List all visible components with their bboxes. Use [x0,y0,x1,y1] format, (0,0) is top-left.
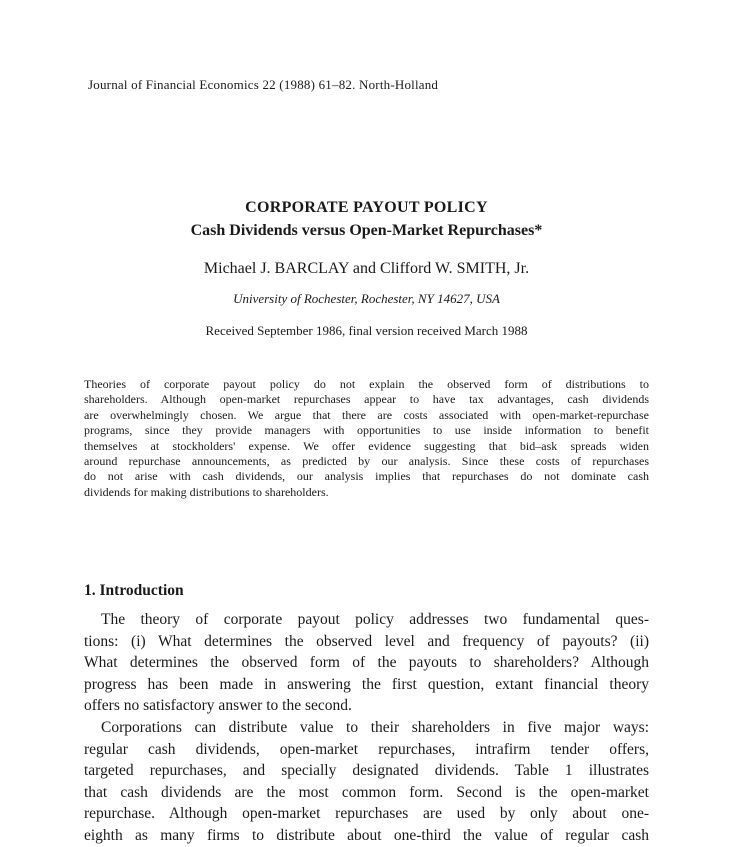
text-line: progress has been made in answering the first question, extant financial theory [84,675,649,693]
text-line: dividends for making distributions to shareholders. [84,484,329,499]
text-line: repurchase. Although open-market repurchases are used by only about one- [84,805,649,823]
received-line: Received September 1986, final version received March 1988 [205,323,528,338]
text-line: around repurchase announcements, as predicted by our analysis. Since these costs of repurchases [84,454,649,469]
text-line: do not arise with cash dividends, our analysis implies that repurchases do not dominate cash [84,469,649,484]
text-line: offers no satisfactory answer to the second. [84,697,352,715]
paper-title: CORPORATE PAYOUT POLICY [245,199,488,216]
text-line: programs, since they provide managers with opportunities to use inside information to benefit [84,423,649,438]
text-line: themselves at stockholders' expense. We offer evidence suggesting that bid–ask spreads widen [84,438,649,453]
text-line: are overwhelmingly chosen. We argue that there are costs associated with open-market-repurchase [84,407,649,422]
text-line: tions: (i) What determines the observed level and frequency of payouts? (ii) [84,632,649,650]
text-line: eighth as many firms to distribute about one-third the value of regular cash [84,826,649,844]
section-heading-introduction: 1. Introduction [84,582,184,599]
intro-paragraph-2 [84,717,649,847]
text-line: What determines the observed form of the payouts to shareholders? Although [84,654,649,672]
introduction-body [84,609,649,847]
affiliation-line: University of Rochester, Rochester, NY 14627, USA [233,291,500,306]
text-line: shareholders. Although open-market repurchases appear to have tax advantages, cash dividends [84,392,649,407]
journal-citation-line: Journal of Financial Economics 22 (1988) 61–82. North-Holland [88,77,439,92]
abstract [84,377,649,500]
paper-subtitle: Cash Dividends versus Open-Market Repurchases* [190,222,543,239]
text-line: that cash dividends are the most common form. Second is the open-market [84,783,649,801]
text-line: targeted repurchases, and specially designated dividends. Table 1 illustrates [84,762,649,780]
text-line: Theories of corporate payout policy do not explain the observed form of distributions to [84,377,649,391]
text-line: The theory of corporate payout policy addresses two fundamental ques- [101,611,649,628]
authors-line: Michael J. BARCLAY and Clifford W. SMITH, Jr. [203,260,530,277]
intro-paragraph-1 [84,609,649,717]
text-line: regular cash dividends, open-market repurchases, intrafirm tender offers, [84,740,649,758]
text-line: Corporations can distribute value to their shareholders in five major ways: [101,718,649,736]
